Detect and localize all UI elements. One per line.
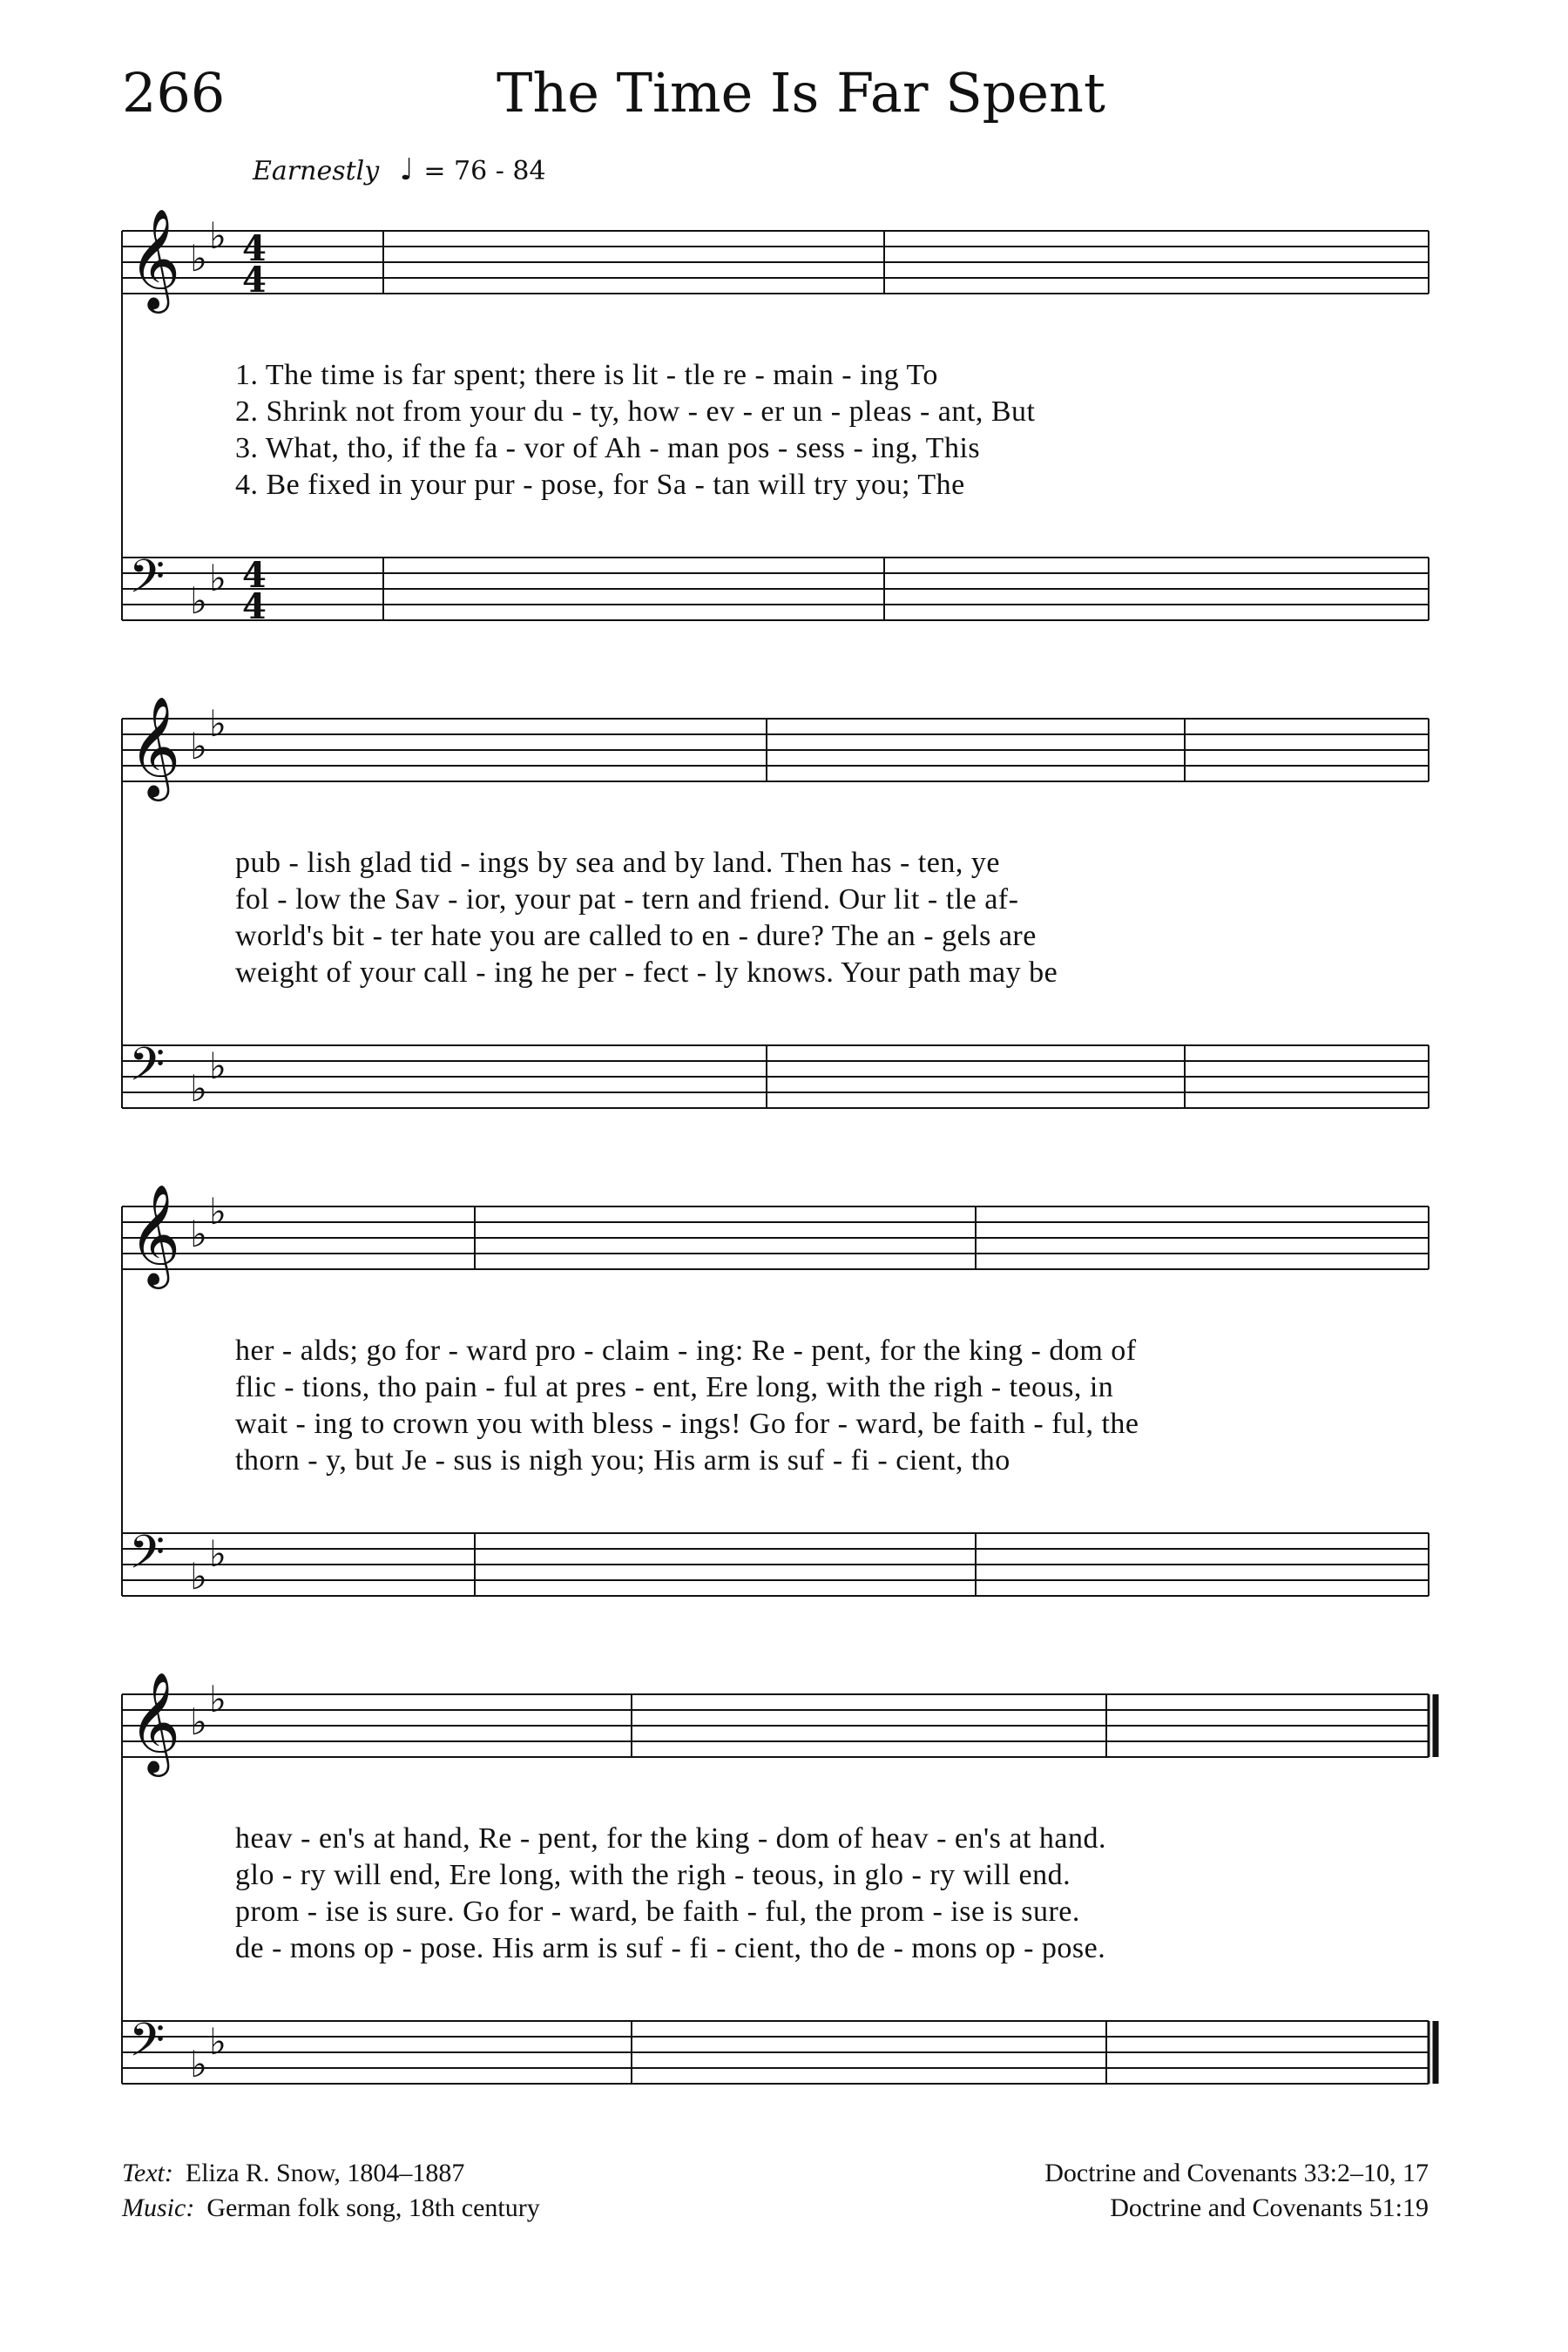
flat-icon: ♭ <box>209 1678 226 1720</box>
flat-icon: ♭ <box>190 237 207 280</box>
lyric-verse-3: prom - ise is sure. Go for - ward, be faith - ful, the prom - ise is sure. <box>235 1896 1080 1928</box>
lyric-verse-3: world's bit - ter hate you are called to en - dure? The an - gels are <box>235 920 1037 952</box>
lyrics-block-3 <box>235 1333 1420 1479</box>
treble-clef-icon: 𝄞 <box>129 1183 181 1285</box>
time-signature-bottom: 4 <box>242 260 267 301</box>
scripture-ref-1: Doctrine and Covenants 33:2–10, 17 <box>1044 2159 1429 2187</box>
time-signature-top: 4 <box>242 555 267 596</box>
flat-icon: ♭ <box>209 1190 226 1233</box>
scripture-references <box>1044 2156 1429 2226</box>
hymn-header <box>122 61 1429 139</box>
lyric-verse-2: 2. Shrink not from your du - ty, how - ev - er un - pleas - ant, But <box>235 395 1036 428</box>
music-system-3 <box>0 1176 1568 1638</box>
treble-clef-icon: 𝄞 <box>129 695 181 797</box>
flat-icon: ♭ <box>190 725 207 767</box>
lyrics-block-4 <box>235 1821 1420 1967</box>
lyric-verse-2: fol - low the Sav - ior, your pat - tern and friend. Our lit - tle af- <box>235 883 1019 916</box>
text-author: Eliza R. Snow, 1804–1887 <box>185 2159 465 2187</box>
lyric-verse-4: 4. Be fixed in your pur - pose, for Sa - tan will try you; The <box>235 469 965 501</box>
time-signature-bottom: 4 <box>242 586 267 627</box>
lyric-verse-4: de - mons op - pose. His arm is suf - fi - cient, tho de - mons op - pose. <box>235 1932 1106 1964</box>
flat-icon: ♭ <box>209 214 226 257</box>
bass-clef-icon: 𝄢 <box>129 1038 166 1103</box>
treble-clef-icon: 𝄞 <box>129 1671 181 1773</box>
flat-icon: ♭ <box>190 1213 207 1255</box>
flat-icon: ♭ <box>209 557 226 599</box>
lyric-verse-3: 3. What, tho, if the fa - vor of Ah - man pos - sess - ing, This <box>235 432 981 464</box>
hymn-number: 266 <box>122 61 226 125</box>
credits-left <box>122 2156 540 2226</box>
music-system-2 <box>0 688 1568 1150</box>
tempo-marking <box>253 152 546 187</box>
lyric-verse-1: 1. The time is far spent; there is lit - tle re - main - ing To <box>235 359 938 391</box>
music-source: German folk song, 18th century <box>206 2193 540 2222</box>
text-label: Text: <box>122 2159 173 2187</box>
flat-icon: ♭ <box>209 702 226 745</box>
flat-icon: ♭ <box>190 1067 207 1110</box>
lyric-verse-1: pub - lish glad tid - ings by sea and by land. Then has - ten, ye <box>235 847 1000 879</box>
scripture-ref-2: Doctrine and Covenants 51:19 <box>1110 2193 1429 2222</box>
flat-icon: ♭ <box>190 1700 207 1743</box>
tempo-word: Earnestly <box>253 156 380 186</box>
lyric-verse-4: thorn - y, but Je - sus is nigh you; His arm is suf - fi - cient, tho <box>235 1444 1010 1477</box>
metronome-value: = 76 - 84 <box>423 156 546 186</box>
bass-clef-icon: 𝄢 <box>129 2014 166 2078</box>
flat-icon: ♭ <box>209 1044 226 1087</box>
lyric-verse-2: flic - tions, tho pain - ful at pres - ent, Ere long, with the righ - teous, in <box>235 1371 1114 1403</box>
bass-clef-icon: 𝄢 <box>129 551 166 615</box>
lyrics-block-2 <box>235 845 1420 991</box>
lyric-verse-4: weight of your call - ing he per - fect - ly knows. Your path may be <box>235 956 1058 989</box>
time-signature-top: 4 <box>242 228 267 269</box>
bass-clef-icon: 𝄢 <box>129 1526 166 1591</box>
lyrics-block-1 <box>235 357 1420 504</box>
lyric-verse-2: glo - ry will end, Ere long, with the righ - teous, in glo - ry will end. <box>235 1859 1071 1891</box>
treble-clef-icon: 𝄞 <box>129 207 181 309</box>
hymn-title: The Time Is Far Spent <box>497 61 1105 125</box>
flat-icon: ♭ <box>190 1555 207 1598</box>
flat-icon: ♭ <box>190 2043 207 2085</box>
flat-icon: ♭ <box>209 2020 226 2063</box>
lyric-verse-3: wait - ing to crown you with bless - ings! Go for - ward, be faith - ful, the <box>235 1408 1139 1440</box>
lyric-verse-1: heav - en's at hand, Re - pent, for the king - dom of heav - en's at hand. <box>235 1822 1107 1855</box>
lyric-verse-1: her - alds; go for - ward pro - claim - ing: Re - pent, for the king - dom of <box>235 1335 1137 1367</box>
music-system-4 <box>0 1664 1568 2126</box>
flat-icon: ♭ <box>209 1532 226 1575</box>
flat-icon: ♭ <box>190 579 207 622</box>
music-label: Music: <box>122 2193 195 2222</box>
music-system-1 <box>0 200 1568 662</box>
quarter-note-icon: ♩ <box>399 152 414 187</box>
